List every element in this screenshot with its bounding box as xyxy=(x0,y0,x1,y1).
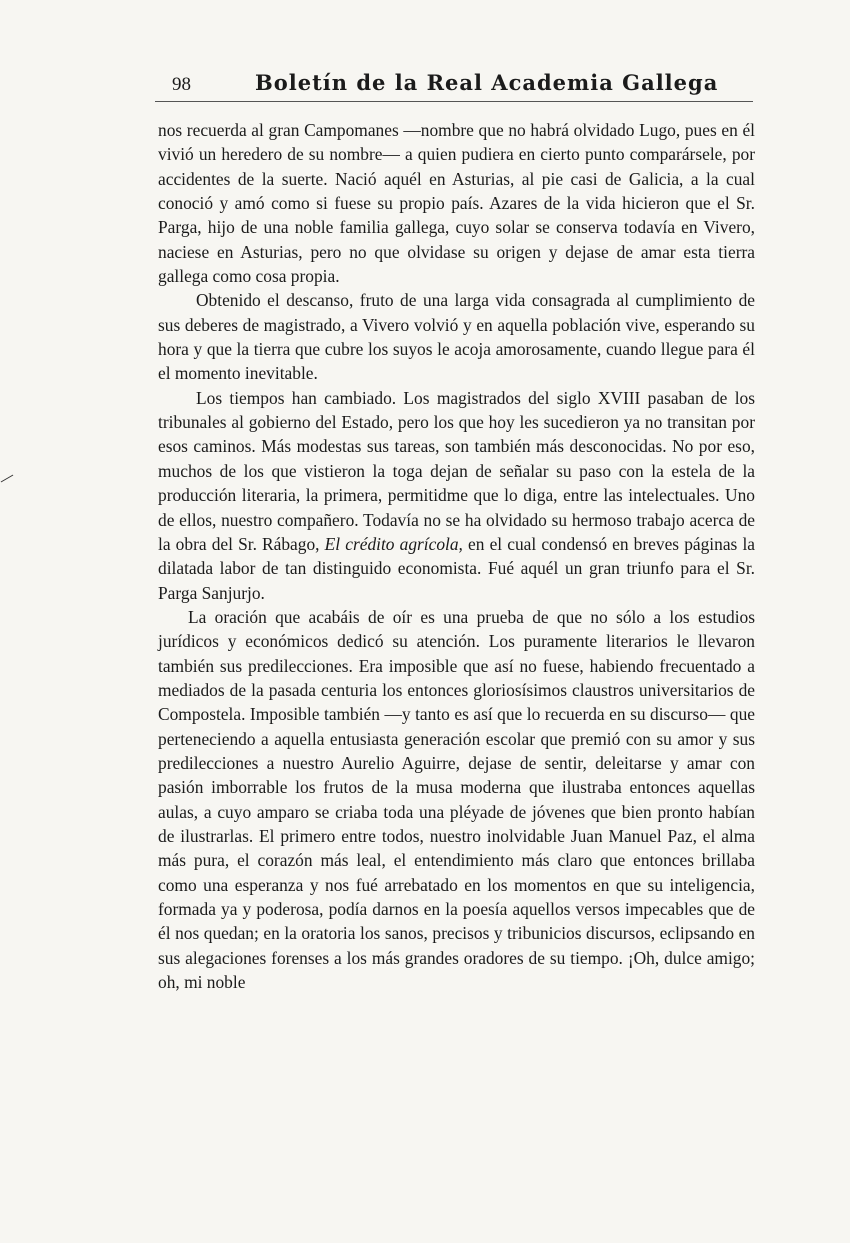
paragraph-3-text-a: Los tiempos han cambiado. Los magistrados del siglo XVIII pasaban de los tribunales al gobierno del Estado, pero los que hoy les sucedieron ya no transitan por esos caminos. Más modestas sus tareas, son también más desconocidas. No por eso, muchos de los que vistieron la toga dejan de señalar su paso con la estela de la producción literaria, la primera, permitidme que lo diga, entre las intelectuales. Uno de ellos, nuestro compañero. Todavía no se ha olvidado su hermoso trabajo acerca de la obra del Sr. Rábago, xyxy=(158,387,755,554)
paragraph-4: La oración que acabáis de oír es una prueba de que no sólo a los estudios jurídicos y económicos dedicó su atención. Los puramente literarios le llevaron también sus predilecciones. Era imposible que así no fuese, habiendo frecuentado a mediados de la pasada centuria los entonces gloriosísimos claustros universitarios de Compostela. Imposible también —y tanto es así que lo recuerda en su discurso— que perteneciendo a aquella entusiasta generación escolar que premió con su amor y sus predilecciones a nuestro Aurelio Aguirre, dejase de sentir, deleitarse y amar con pasión imborrable los frutos de la musa moderna que ilustraba entonces aquellas aulas, a cuyo amparo se criaba toda una pléyade de jóvenes que bien pronto habían de ilustrarlas. El primero entre todos, nuestro inolvidable Juan Manuel Paz, el alma más pura, el corazón más leal, el entendimiento más claro que entonces brillaba como una esperanza y nos fué arrebatado en los momentos en que su inteligencia, formada ya y poderosa, podía darnos en la poesía aquellos versos impecables que de él nos quedan; en la oratoria los sanos, precisos y tribunicios discursos, eclipsando en sus alegaciones forenses a los más grandes oradores de su tiempo. ¡Oh, dulce amigo; oh, mi noble xyxy=(158,606,755,993)
body-text xyxy=(158,118,755,994)
paragraph-1: nos recuerda al gran Campomanes —nombre que no habrá olvidado Lugo, pues en él vivió un heredero de su nombre— a quien pudiera en cierto punto comparársele, por accidentes de la suerte. Nació aquél en Asturias, al pie casi de Galicia, a la cual conoció y amó como si fuese su propio país. Azares de la vida hicieron que el Sr. Parga, hijo de una noble familia gallega, cuyo solar se conserva todavía en Vivero, naciese en Asturias, pero no que olvidase su origen y dejase de amar esta tierra gallega como cosa propia. xyxy=(158,120,755,287)
paragraph-2: Obtenido el descanso, fruto de una larga vida consagrada al cumplimiento de sus deberes de magistrado, a Vivero volvió y en aquella población vive, esperando su hora y que la tierra que cubre los suyos le acoja amorosamente, cuando llegue para él el momento inevitable. xyxy=(158,290,755,384)
page-number: 98 xyxy=(172,74,191,95)
page-header xyxy=(155,68,753,102)
running-title: Boletín de la Real Academia Gallega xyxy=(255,70,719,95)
cited-work-title: El crédito agrícola, xyxy=(324,533,463,554)
paragraph-3-text-b: en el cual condensó en breves páginas la dilatada labor de tan distinguido economista. Fué aquél un gran triunfo para el Sr. Parga Sanjurjo. xyxy=(158,533,755,603)
margin-mark xyxy=(1,475,14,483)
header-rule xyxy=(155,101,753,102)
paragraph-3 xyxy=(158,386,755,605)
